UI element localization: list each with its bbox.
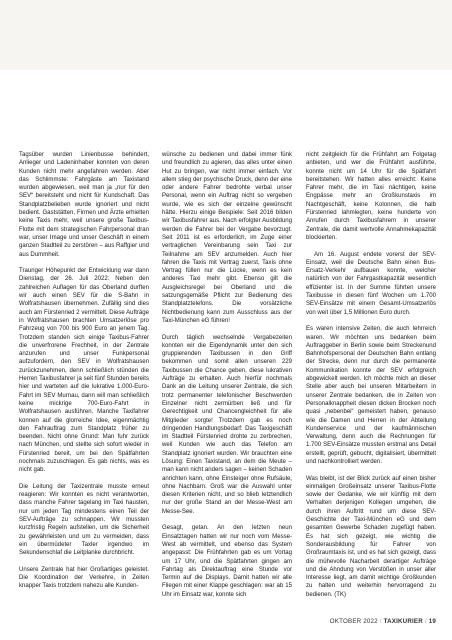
paragraph: Tagsüber wurden Linienbusse behindert, Anlieger und Ladeninhaber konnten von deren Kunden nicht mehr angefahren werden. Aber das Schlimmste: Fahrgäste am Taxistand wurden abgewiesen, weil man ja „nur für den SEV“ bereitsteht und nicht für Kundschaft. Das Standplatzbelieben wurde ignoriert und nicht bedient. Gaststätten, Firmen und Ärzte erhielten keine Taxis mehr, weil unsere große Taxibus-Flotte mit dem strategischen Fahrpersonal dran war, unser Image und unser Geschäft in einem ganzen Stadtteil zu zerstören – aus Raffgier und aus Dummheit.	[19, 152, 149, 258]
page-footer	[330, 618, 436, 625]
paragraph: Was bleibt, ist der Blick zurück auf einen bisher einmaligen Großeinsatz unserer Taxibus-Flotte sowie der Gedanke, wie wir künftig mit dem Verhalten derjenigen Kollegen umgehen, die durch ihren Auftritt rund um diese SEV-Geschichte der Taxi-München eG und dem gesamten Gewerbe Schaden zugefügt haben. Es hat sich gezeigt, wie wichtig die Sonderausbildung für Fahrer von Großraumtaxis ist, und es hat sich gezeigt, dass die mühevolle Nacharbeit derartiger Aufträge und die Ahndung von Verstößen in unser aller Interesse liegt, am damit wichtige Großkunden zu halten und weiterhin hervorragend zu bedienen. (TK)	[306, 475, 436, 598]
paragraph: Es waren intensive Zeiten, die auch lehrreich waren. Wir möchten uns bedanken beim Auftraggeber in Berlin sowie beim Streckenund Bahnhofspersonal der Deutschen Bahn entlang der Strecke, denn nur durch die permanente Kommunikation konnte der SEV erfolgreich abgewickelt werden. Ich möchte mich an dieser Stelle aber auch bei unseren Mitarbeitern in unserer Zentrale bedanken, die in Zeiten von Personalknappheit diesen dicken Brocken noch quasi „nebenbei“ gemeistert haben, genauso wie die Damen und Herren in der Abteilung Kundenservice und der kaufmännischen Verwaltung, denn auch die Rechnungen für 1.700 SEV-Einsätze mussten erstmal ans Detail erstellt, geprüft, gebucht, digitalisiert, übermittelt und nachkontrolliert werden.	[306, 326, 436, 465]
paragraph: Die Leitung der Taxizentrale musste erneut reagieren: Wir konnten es nicht verantworten, dass manche Fahrer tagelang im Taxi hausten, nur um jeden Tag mindestens einen Teil der SEV-Aufträge zu schnappen. Wir mussten kurzfristig Regeln aufstellen, um die Sicherheit zu gewährleisten und um zu vermeiden, dass ein übermüdeter Taxler irgendwo im Sekundenschlaf die Leitplanke durchbricht.	[19, 483, 149, 557]
paragraph: Am 16. August endete vorerst der SEV-Einsatz, weil die Deutsche Bahn einen Bus-Ersatz-Verkehr aufbauen konnte, welcher natürlich von der Fahrgastkapazität wesentlich effizienter ist. In der Summe führten unsere Taxibusse in diesen fünf Wochen um 1.700 SEV-Einsätze mit einem Gesamt-Umsatzerlös von weit über 1,5 Millionen Euro durch.	[306, 251, 436, 316]
paragraph: Durch täglich wechselnde Vergabezeiten konnten wir die Eigendynamik unter den sich gruppierenden Taxibussen in den Griff bekommen und somit allen unseren 229 Taxibussen die Chance geben, diese lukrativen Aufträge zu erhalten. Auch hierfür nochmals Dank an die Leitung unserer Zentrale, die sich trotz permanenter telefonischer Beschwerden Einzelner nicht zermürben ließ und für Gerechtigkeit und Chancengleichheit für alle Mitglieder sorgte! Trotzdem gab es noch dringenden Handlungsbedarf: Das Taxigeschäft im Stadtteil Fürstenried drohte zu zerbrechen, weil Kunden wie auch das Telefon am Standplatz ignoriert wurden. Wir brauchten eine Lösung: Einen Taxistand, an dem die Meute – man kann nicht anders sagen – keinen Schaden anrichten kann, ohne Einsteiger ohne Rufsäule, ohne Nachbarn. Groß war die Auswahl unter diesen Kriterien nicht, und so blieb letztendlich nur der große Stand an der Messe-West am Messe-See.	[162, 334, 292, 515]
paragraph: nicht zeitgleich für die Frühfahrt am Folgetag anbieten, und wer die Frühfahrt ausführte, konnte nicht um 14 Uhr für die Spätfahrt bereitstehen. Wir hatten alles erreicht: Keine Fahrer mehr, die im Taxi nächtigen, keine Engpässe mehr an Großkunstaxis im Nachtgeschäft, keine Kolonnen, die halb Fürstenried lahmlegten, keine hunderte von Anrufen durch Taxibusfahrern in unserer Zentrale, die damit wertvolle Annahmekapazität blockierten.	[306, 152, 436, 241]
paragraph: Unsere Zentrale hat hier Großartiges geleistet. Die Koordination der Verkehre, in Zeiten knapper Taxis trotzdem nahezu alle Kunden-	[19, 566, 149, 590]
footer-separator: /	[379, 618, 382, 625]
footer-magazine-name: TAXIKURIER	[383, 618, 423, 625]
article-column-1	[19, 151, 149, 599]
paragraph: wünsche zu bedienen und dabei immer fünk und freundlich zu agieren, das alles unter einen Hut zu bringen, war nicht immer einfach. Vor allem stieg der psychische Druck, denn der eine oder andere Fahrer bedrohte verbal unser Personal, wenn ein Auftrag nicht so vergeben wurde, wie es sich der einzelne gewünscht hätte. Hierzu einige Beispiele: Seit 2016 bilden wir Taxibusfahrer aus. Nach erfolgter Ausbildung werden die Fahrer bei der Vergabe bevorzugt. Seit 2011 ist es erforderlich, im Zuge einer vertraglichen Vereinbarung sein Taxi zur Teilnahme am SEV anzumelden. Auch hier fahren die Taxis mit Vertrag zuerst, Taxis ohne Vertrag füllen nur die Lücke, wenn es kein anderes Taxi mehr gibt. Ebenso gilt die Ausgleichsregel bei Oberland und die satzungsgemäße Pflicht zur Bedienung des Standplatztelefons. Die vorsätzliche Nichtbedienung kann zum Ausschluss aus der Taxi-München eG führen!	[162, 152, 292, 324]
article-column-2	[162, 151, 292, 607]
article-column-3	[306, 151, 436, 607]
paragraph: Trauriger Höhepunkt der Entwicklung war dann Dienstag, der 26. Juli 2022: Neben den zahlreichen Auflagen für das Oberland durften wir auch einen SEV für die S-Bahn in Wolfratshausen übernehmen. Zufällig sind dies auch am Fürstenried 2 vermittelt. Diese Aufträge in Wolfratshausen brachten Umsatzerlöse pro Fahrzeug von 700 bis 900 Euro an jenem Tag. Trotzdem standen sich einige Taxibus-Fahrer die unverfrorene Frechheit, in der Zentrale anzurufen und unser Funkpersonal aufzufordern, den SEV in Wolfratshausen zurückzunehmen, denn schließlich stünden die Herren Taxibusfahrer ja seit fünf Stunden bereits hier und warteten auf die lukrative 1.000-Euro-Fahrt im SEV Murnau, dann will man schließlich keine mickrige 700-Euro-Fahrt in Wolfratshausen ausführen. Manche Taxifahrer konnen auf die glorreiche Idee, eigenmächtig den Fahrauftrag zum Standplatz früher zu beenden. Nicht ohne Grund: Man fuhr zurück nach München, und stellte sich sofort wieder in Fürstenried bereit, um bei den Spätfahrten nochmals zuzuschlagen. Es gab nichts, was es nicht gab.	[19, 268, 149, 474]
paragraph: Gesagt, getan. An den letzten neun Einsatztagen hatten wir nur noch vom Messe-West ab vermittelt, und ebenso das System angepasst: Die Frühfahrten gab es um Vortag um 17 Uhr, und die Spätfahrten gingen am Fahrtag als Direktauftrag eine Stunde vor Termin auf die Displays. Damit hatten wir alle Fliegen mit einer Klappe geschlagen: war ab 15 Uhr im Einsatz war, konnte sich	[162, 525, 292, 598]
header-background	[0, 0, 452, 70]
footer-page-separator: /	[424, 618, 427, 625]
page-number: 19	[428, 618, 436, 625]
footer-date: OKTOBER 2022	[329, 618, 378, 625]
